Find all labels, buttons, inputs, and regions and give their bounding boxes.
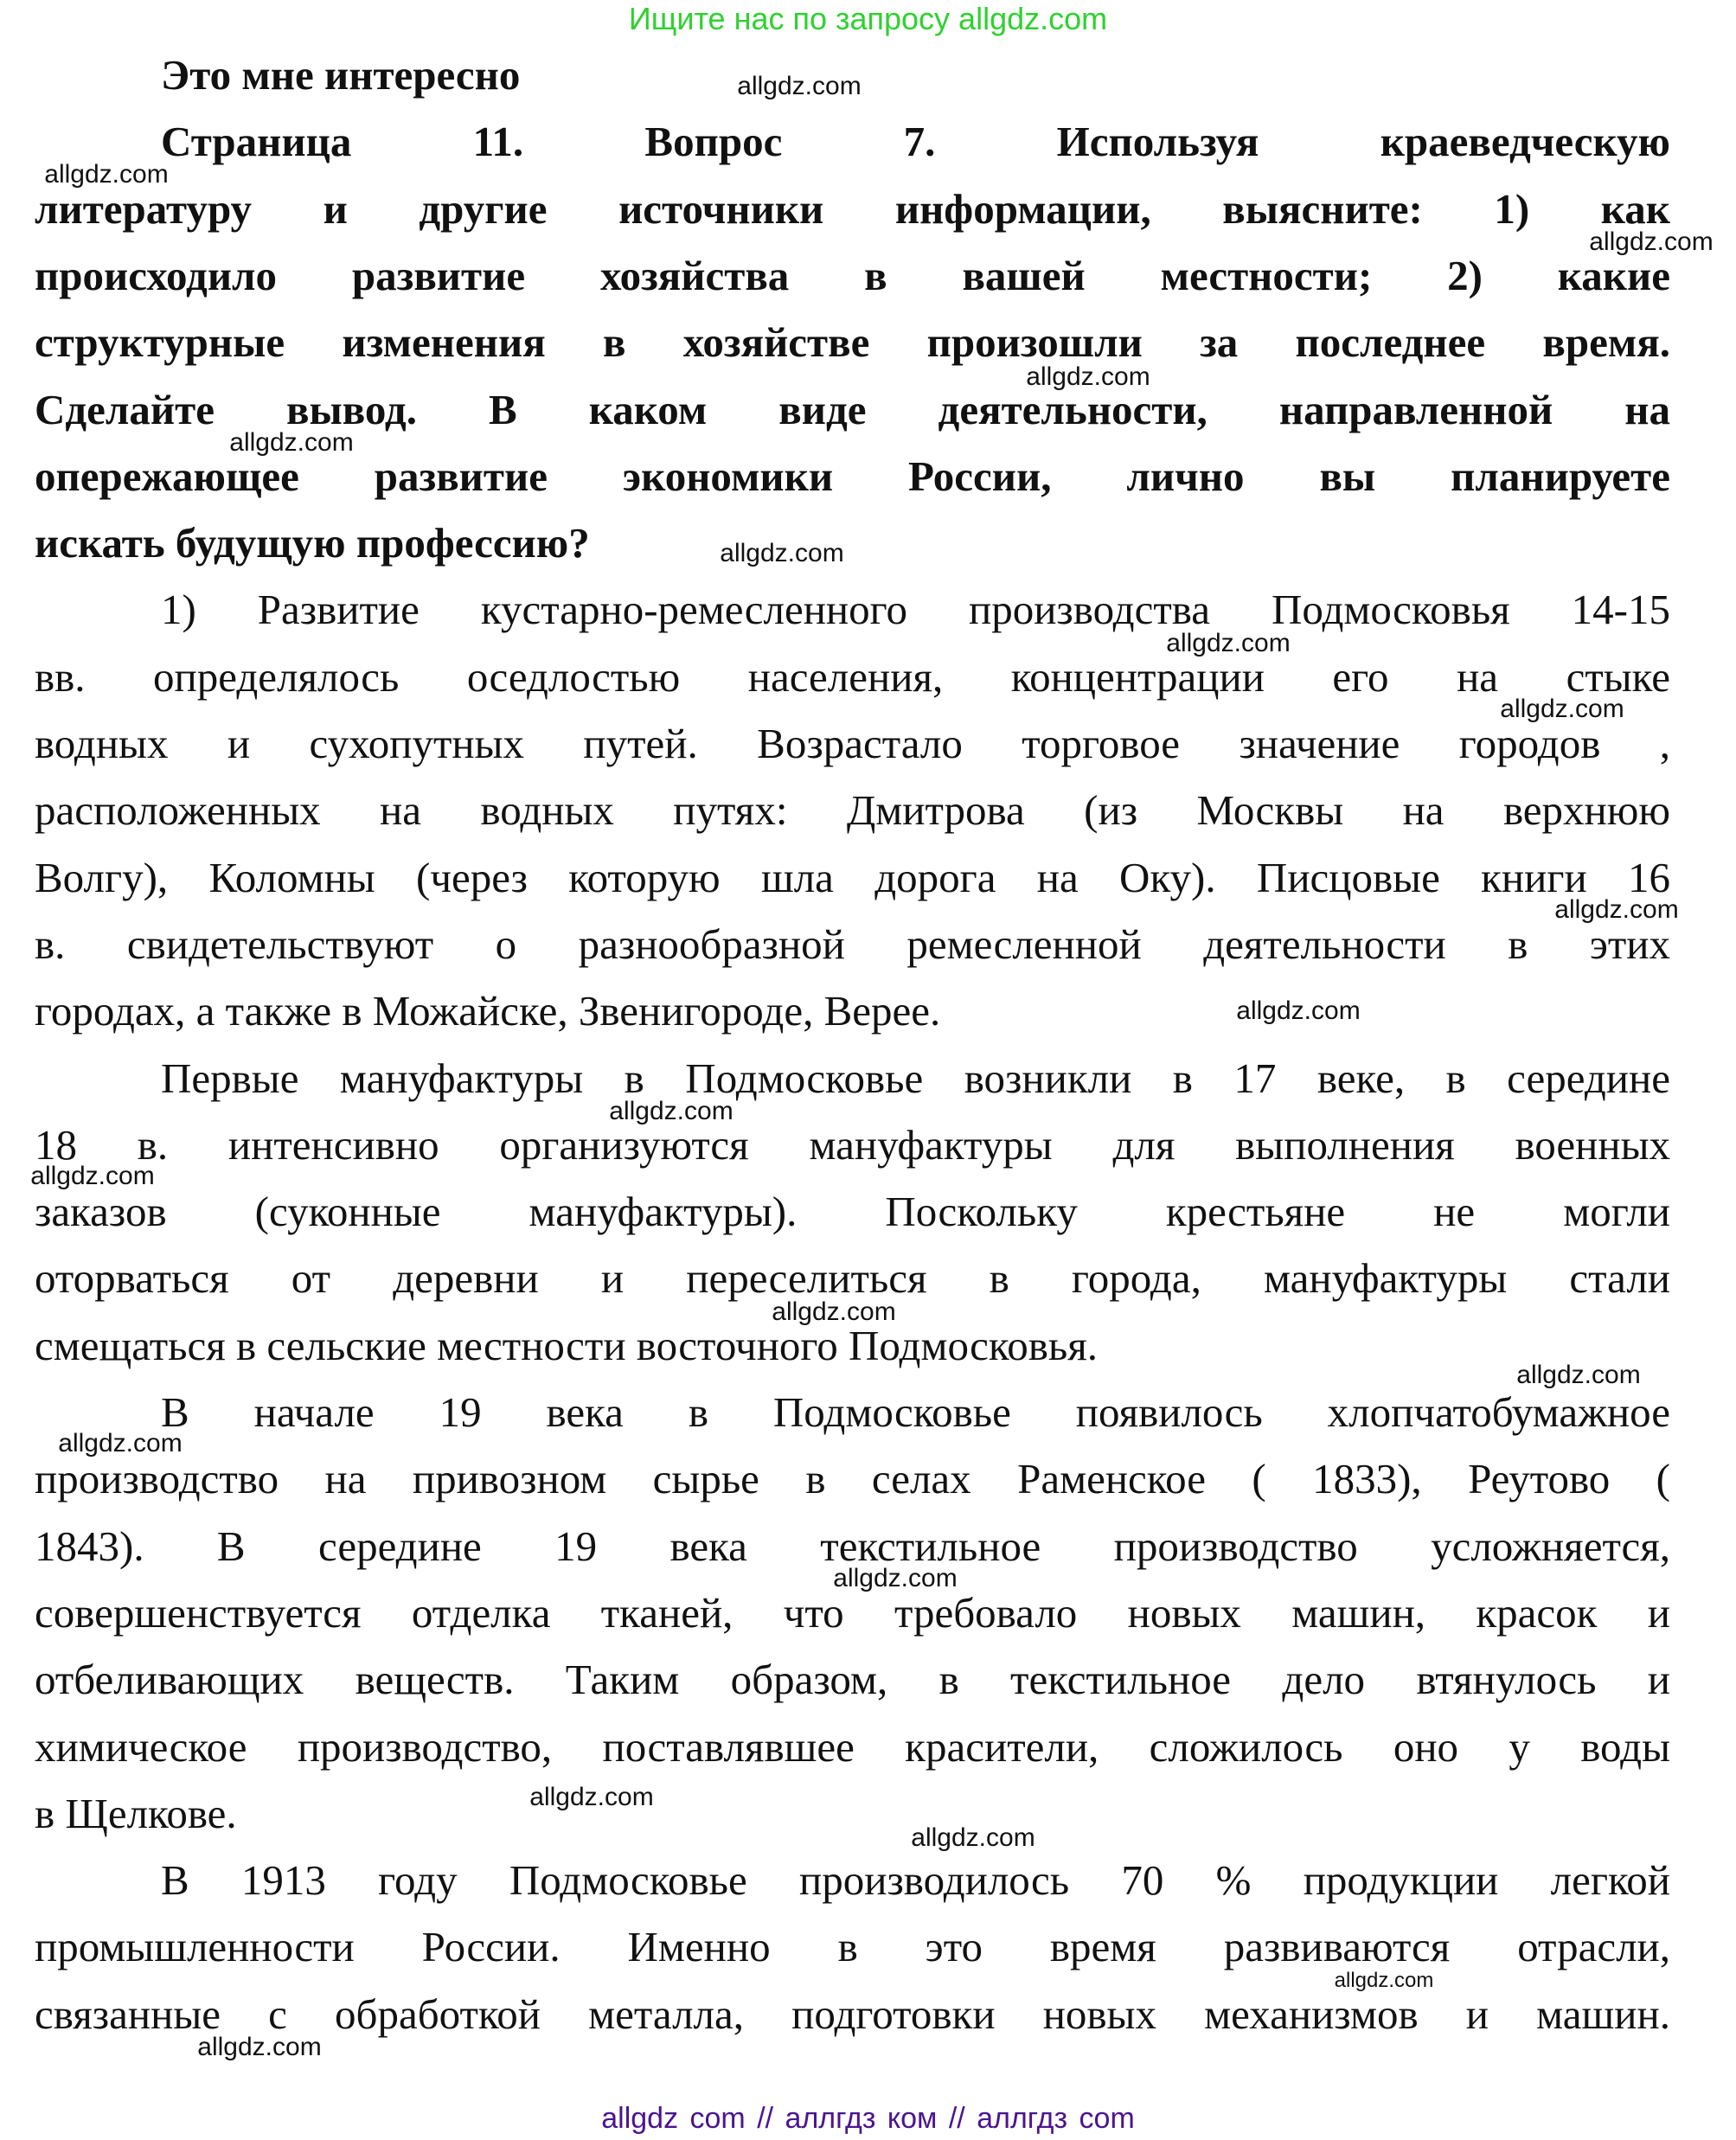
question-line: искать будущую профессию? [35, 519, 590, 567]
answer-line: Волгу), Коломны (через которую шла дорога на Оку). Писцовые книги 16 [35, 853, 1670, 901]
question-line: происходило развитие хозяйства в вашей местности; 2) какие [35, 251, 1670, 299]
answer-line: в. свидетельствуют о разнообразной ремесленной деятельности в этих [35, 919, 1670, 968]
answer-line: химическое производство, поставлявшее красители, сложилось оно у воды [35, 1722, 1670, 1771]
answer-line: Первые мануфактуры в Подмосковье возникли в 17 веке, в середине [161, 1054, 1670, 1102]
question-line: опережающее развитие экономики России, лично вы планируете [35, 452, 1670, 500]
watermark: allgdz.com [1166, 629, 1291, 657]
watermark: allgdz.com [833, 1564, 958, 1592]
watermark: allgdz.com [772, 1297, 896, 1326]
question-line: Это мне интересно [161, 51, 521, 99]
answer-line: 1843). В середине 19 века текстильное производство усложняется, [35, 1522, 1670, 1570]
answer-line: отбеливающих веществ. Таким образом, в текстильное дело втянулось и [35, 1656, 1670, 1704]
answer-line: производство на привозном сырье в селах Раменское ( 1833), Реутово ( [35, 1455, 1670, 1503]
answer-line: заказов (суконные мануфактуры). Поскольку крестьяне не могли [35, 1188, 1670, 1236]
watermark: allgdz.com [1554, 895, 1679, 924]
answer-line: промышленности России. Именно в это время развиваются отрасли, [35, 1923, 1670, 1971]
answer-line: вв. определялось оседлостью населения, концентрации его на стыке [35, 652, 1670, 701]
answer-line: городах, а также в Можайске, Звенигороде, Верее. [35, 987, 941, 1035]
answer-line: В начале 19 века в Подмосковье появилось хлопчатобумажное [161, 1388, 1670, 1436]
watermark: allgdz.com [1589, 227, 1714, 256]
answer-line: в Щелкове. [35, 1789, 237, 1837]
answer-line: расположенных на водных путях: Дмитрова (из Москвы на верхнюю [35, 786, 1670, 835]
watermark: allgdz.com [1334, 1969, 1434, 1992]
answer-line: водных и сухопутных путей. Возрастало торговое значение городов , [35, 720, 1670, 767]
question-line: Страница 11. Вопрос 7. Используя краеведческую [161, 118, 1670, 166]
watermark: allgdz.com [229, 428, 354, 457]
question-line: литературу и другие источники информации, выясните: 1) как [35, 184, 1670, 233]
search-banner: Ищите нас по запросу allgdz.com [628, 1, 1108, 36]
question-line: Сделайте вывод. В каком виде деятельности, направленной на [35, 385, 1670, 433]
watermark: allgdz.com [1516, 1361, 1641, 1389]
watermark: allgdz.com [1500, 695, 1624, 723]
question-line: структурные изменения в хозяйстве произошли за последнее время. [35, 318, 1670, 367]
watermark: allgdz.com [529, 1783, 654, 1811]
answer-line: 1) Развитие кустарно-ремесленного производства Подмосковья 14-15 [161, 586, 1670, 634]
watermark: allgdz.com [720, 539, 844, 567]
answer-line: совершенствуется отделка тканей, что требовало новых машин, красок и [35, 1588, 1670, 1637]
answer-line: оторваться от деревни и переселиться в города, мануфактуры стали [35, 1254, 1670, 1303]
watermark: allgdz.com [44, 160, 169, 189]
watermark: allgdz.com [58, 1429, 183, 1458]
watermark: allgdz.com [609, 1097, 733, 1125]
watermark: allgdz.com [197, 2033, 322, 2061]
answer-line: В 1913 году Подмосковье производилось 70 % продукции легкой [161, 1856, 1670, 1905]
watermark: allgdz.com [911, 1823, 1035, 1852]
watermark: allgdz.com [1236, 996, 1361, 1025]
answer-line: 18 в. интенсивно организуются мануфактуры для выполнения военных [35, 1120, 1670, 1169]
footer-watermark: allgdz com // аллгдз ком // аллгдз com [601, 2102, 1135, 2135]
watermark: allgdz.com [1026, 362, 1150, 391]
watermark: allgdz.com [30, 1162, 155, 1190]
watermark: allgdz.com [737, 72, 862, 100]
answer-line: смещаться в сельские местности восточного Подмосковья. [35, 1321, 1099, 1369]
answer-line: связанные с обработкой металла, подготовки новых механизмов и машин. [35, 1989, 1670, 2038]
